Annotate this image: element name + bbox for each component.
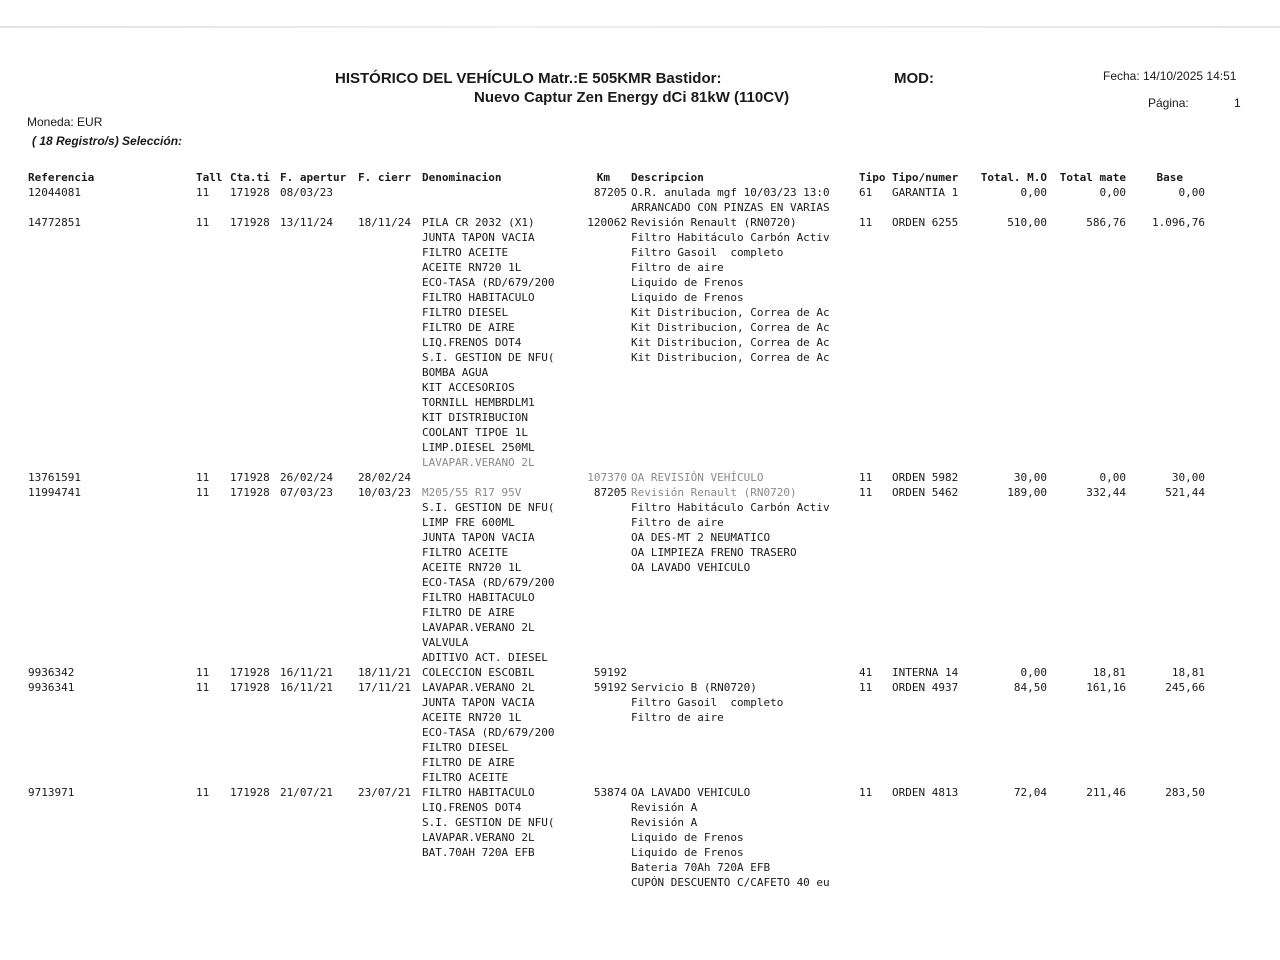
col-header-total-mo: Total. M.O	[980, 171, 1047, 184]
record-tipo-numero: GARANTIA 1	[892, 186, 959, 199]
record-denominacion: ECO-TASA (RD/679/200	[422, 576, 555, 589]
record-denominacion: PILA CR 2032 (X1)	[422, 216, 535, 229]
record-descripcion: Revisión Renault (RN0720)	[631, 486, 797, 499]
record-descripcion: Filtro de aire	[631, 261, 724, 274]
col-header-base: Base	[1156, 171, 1183, 184]
record-denominacion: JUNTA TAPON VACIA	[422, 696, 535, 709]
record-fecha-cierre: 18/11/21	[358, 666, 411, 679]
record-descripcion: Filtro Habitáculo Carbón Activ	[631, 231, 830, 244]
record-tipo: 11	[859, 681, 873, 694]
record-denominacion: KIT DISTRIBUCION	[422, 411, 528, 424]
record-tipo: 11	[859, 216, 873, 229]
record-denominacion: JUNTA TAPON VACIA	[422, 231, 535, 244]
col-header-fecha-cierre: F. cierr	[358, 171, 411, 184]
record-fecha-cierre: 17/11/21	[358, 681, 411, 694]
record-denominacion: FILTRO ACEITE	[422, 771, 509, 784]
record-denominacion: TORNILL HEMBRDLM1	[422, 396, 535, 409]
col-header-denominacion: Denominacion	[422, 171, 502, 184]
record-tipo-numero: ORDEN 6255	[892, 216, 959, 229]
record-denominacion: ACEITE RN720 1L	[422, 261, 522, 274]
record-base: 1.096,76	[1152, 216, 1205, 229]
record-base: 521,44	[1165, 486, 1205, 499]
record-total-mo: 30,00	[1013, 471, 1047, 484]
record-base: 0,00	[1178, 186, 1205, 199]
record-km: 59192	[593, 666, 627, 679]
record-denominacion: LAVAPAR.VERANO 2L	[422, 456, 535, 469]
record-descripcion: Kit Distribucion, Correa de Ac	[631, 351, 830, 364]
record-fecha-apertura: 26/02/24	[280, 471, 333, 484]
record-denominacion: LAVAPAR.VERANO 2L	[422, 831, 535, 844]
record-referencia: 9713971	[28, 786, 75, 799]
record-descripcion: Kit Distribucion, Correa de Ac	[631, 306, 830, 319]
record-descripcion: ARRANCADO CON PINZAS EN VARIAS	[631, 201, 830, 214]
record-km: 87205	[593, 486, 627, 499]
record-total-mate: 161,16	[1086, 681, 1126, 694]
record-cuenta: 171928	[230, 681, 270, 694]
record-descripcion: OA DES-MT 2 NEUMATICO	[631, 531, 771, 544]
record-km: 59192	[593, 681, 627, 694]
record-denominacion: LIMP.DIESEL 250ML	[422, 441, 535, 454]
record-denominacion: FILTRO DIESEL	[422, 741, 509, 754]
record-descripcion: Liquido de Frenos	[631, 831, 744, 844]
record-tipo-numero: ORDEN 5462	[892, 486, 959, 499]
record-descripcion: CUPÓN DESCUENTO C/CAFETO 40 eu	[631, 876, 830, 889]
record-descripcion: Liquido de Frenos	[631, 276, 744, 289]
record-tipo-numero: ORDEN 4813	[892, 786, 959, 799]
record-fecha-cierre: 28/02/24	[358, 471, 411, 484]
record-denominacion: KIT ACCESORIOS	[422, 381, 515, 394]
record-denominacion: FILTRO DE AIRE	[422, 321, 515, 334]
record-descripcion: Kit Distribucion, Correa de Ac	[631, 336, 830, 349]
record-total-mate: 18,81	[1092, 666, 1126, 679]
record-tipo: 41	[859, 666, 873, 679]
record-denominacion: ECO-TASA (RD/679/200	[422, 726, 555, 739]
record-taller: 11	[196, 681, 210, 694]
record-denominacion: LIMP FRE 600ML	[422, 516, 515, 529]
record-denominacion: ECO-TASA (RD/679/200	[422, 276, 555, 289]
record-cuenta: 171928	[230, 216, 270, 229]
record-denominacion: FILTRO ACEITE	[422, 546, 509, 559]
record-tipo: 11	[859, 786, 873, 799]
record-denominacion: FILTRO DIESEL	[422, 306, 509, 319]
record-denominacion: FILTRO DE AIRE	[422, 606, 515, 619]
record-descripcion: Filtro de aire	[631, 711, 724, 724]
record-denominacion: FILTRO HABITACULO	[422, 291, 535, 304]
record-taller: 11	[196, 186, 210, 199]
record-referencia: 9936341	[28, 681, 75, 694]
record-tipo-numero: ORDEN 5982	[892, 471, 959, 484]
record-fecha-cierre: 23/07/21	[358, 786, 411, 799]
mod-label: MOD:	[894, 70, 934, 87]
record-descripcion: Liquido de Frenos	[631, 291, 744, 304]
scan-edge-line	[0, 26, 1280, 28]
record-fecha-apertura: 07/03/23	[280, 486, 333, 499]
record-tipo: 11	[859, 486, 873, 499]
record-descripcion: Filtro Habitáculo Carbón Activ	[631, 501, 830, 514]
record-fecha-cierre: 10/03/23	[358, 486, 411, 499]
col-header-tipo-numero: Tipo/numer	[892, 171, 959, 184]
col-header-referencia: Referencia	[28, 171, 95, 184]
record-cuenta: 171928	[230, 186, 270, 199]
col-header-descripcion: Descripcion	[631, 171, 704, 184]
record-denominacion: BOMBA AGUA	[422, 366, 489, 379]
record-km: 87205	[593, 186, 627, 199]
record-descripcion: Bateria 70Ah 720A EFB	[631, 861, 771, 874]
record-denominacion: LIQ.FRENOS DOT4	[422, 336, 522, 349]
record-descripcion: O.R. anulada mgf 10/03/23 13:0	[631, 186, 830, 199]
record-km: 53874	[593, 786, 627, 799]
record-taller: 11	[196, 216, 210, 229]
record-total-mate: 211,46	[1086, 786, 1126, 799]
report-date: Fecha: 14/10/2025 14:51	[1103, 69, 1237, 83]
record-cuenta: 171928	[230, 786, 270, 799]
record-total-mo: 0,00	[1020, 186, 1047, 199]
record-taller: 11	[196, 666, 210, 679]
record-descripcion: Revisión Renault (RN0720)	[631, 216, 797, 229]
record-taller: 11	[196, 486, 210, 499]
record-descripcion: OA LIMPIEZA FRENO TRASERO	[631, 546, 797, 559]
record-tipo: 11	[859, 471, 873, 484]
record-denominacion: ACEITE RN720 1L	[422, 561, 522, 574]
record-denominacion: FILTRO ACEITE	[422, 246, 509, 259]
record-total-mate: 0,00	[1099, 186, 1126, 199]
record-total-mo: 0,00	[1020, 666, 1047, 679]
record-base: 283,50	[1165, 786, 1205, 799]
record-cuenta: 171928	[230, 666, 270, 679]
record-descripcion: Filtro Gasoil completo	[631, 246, 784, 259]
page-number: 1	[1234, 96, 1241, 110]
record-fecha-apertura: 16/11/21	[280, 666, 333, 679]
record-referencia: 11994741	[28, 486, 81, 499]
record-descripcion: Revisión A	[631, 801, 698, 814]
record-total-mate: 332,44	[1086, 486, 1126, 499]
record-referencia: 13761591	[28, 471, 81, 484]
record-descripcion: OA REVISIÓN VEHÍCULO	[631, 471, 764, 484]
record-fecha-apertura: 13/11/24	[280, 216, 333, 229]
record-count: ( 18 Registro/s) Selección:	[32, 134, 183, 148]
record-denominacion: S.I. GESTION DE NFU(	[422, 816, 555, 829]
record-descripcion: OA LAVADO VEHICULO	[631, 561, 751, 574]
record-taller: 11	[196, 471, 210, 484]
record-tipo-numero: ORDEN 4937	[892, 681, 959, 694]
record-km: 120062	[587, 216, 627, 229]
record-total-mate: 0,00	[1099, 471, 1126, 484]
record-tipo: 61	[859, 186, 873, 199]
record-denominacion: COLECCION ESCOBIL	[422, 666, 535, 679]
record-total-mo: 72,04	[1013, 786, 1047, 799]
col-header-km: Km	[596, 171, 610, 184]
record-referencia: 14772851	[28, 216, 81, 229]
record-total-mo: 84,50	[1013, 681, 1047, 694]
record-denominacion: LAVAPAR.VERANO 2L	[422, 681, 535, 694]
record-denominacion: FILTRO HABITACULO	[422, 591, 535, 604]
currency-label: Moneda: EUR	[27, 115, 103, 129]
vehicle-model: Nuevo Captur Zen Energy dCi 81kW (110CV)	[474, 89, 790, 106]
record-denominacion: JUNTA TAPON VACIA	[422, 531, 535, 544]
record-taller: 11	[196, 786, 210, 799]
record-base: 18,81	[1171, 666, 1205, 679]
record-fecha-cierre: 18/11/24	[358, 216, 411, 229]
record-total-mo: 510,00	[1007, 216, 1047, 229]
record-tipo-numero: INTERNA 14	[892, 666, 959, 679]
record-descripcion: OA LAVADO VEHICULO	[631, 786, 751, 799]
record-referencia: 9936342	[28, 666, 75, 679]
record-denominacion: FILTRO DE AIRE	[422, 756, 515, 769]
record-total-mo: 189,00	[1007, 486, 1047, 499]
record-base: 30,00	[1171, 471, 1205, 484]
record-km: 107370	[587, 471, 627, 484]
record-denominacion: ADITIVO ACT. DIESEL	[422, 651, 548, 664]
record-descripcion: Revisión A	[631, 816, 698, 829]
record-denominacion: FILTRO HABITACULO	[422, 786, 535, 799]
record-referencia: 12044081	[28, 186, 81, 199]
record-total-mate: 586,76	[1086, 216, 1126, 229]
record-descripcion: Filtro de aire	[631, 516, 724, 529]
record-denominacion: ACEITE RN720 1L	[422, 711, 522, 724]
record-descripcion: Kit Distribucion, Correa de Ac	[631, 321, 830, 334]
report-title: HISTÓRICO DEL VEHÍCULO Matr.:E 505KMR Bastidor:	[335, 70, 722, 87]
record-descripcion: Filtro Gasoil completo	[631, 696, 784, 709]
col-header-tipo: Tipo	[859, 171, 886, 184]
col-header-cuenta: Cta.ti	[230, 171, 270, 184]
record-fecha-apertura: 16/11/21	[280, 681, 333, 694]
record-denominacion: M205/55 R17 95V	[422, 486, 522, 499]
col-header-fecha-apertura: F. apertur	[280, 171, 347, 184]
record-denominacion: LIQ.FRENOS DOT4	[422, 801, 522, 814]
page-label: Página:	[1148, 96, 1189, 110]
record-fecha-apertura: 21/07/21	[280, 786, 333, 799]
record-denominacion: S.I. GESTION DE NFU(	[422, 501, 555, 514]
record-base: 245,66	[1165, 681, 1205, 694]
record-denominacion: COOLANT TIPOE 1L	[422, 426, 528, 439]
record-cuenta: 171928	[230, 471, 270, 484]
record-descripcion: Liquido de Frenos	[631, 846, 744, 859]
record-cuenta: 171928	[230, 486, 270, 499]
record-denominacion: BAT.70AH 720A EFB	[422, 846, 535, 859]
record-denominacion: S.I. GESTION DE NFU(	[422, 351, 555, 364]
col-header-taller: Tall	[196, 171, 223, 184]
col-header-total-mate: Total mate	[1059, 171, 1126, 184]
record-fecha-apertura: 08/03/23	[280, 186, 333, 199]
record-denominacion: VALVULA	[422, 636, 469, 649]
record-denominacion: LAVAPAR.VERANO 2L	[422, 621, 535, 634]
record-descripcion: Servicio B (RN0720)	[631, 681, 757, 694]
